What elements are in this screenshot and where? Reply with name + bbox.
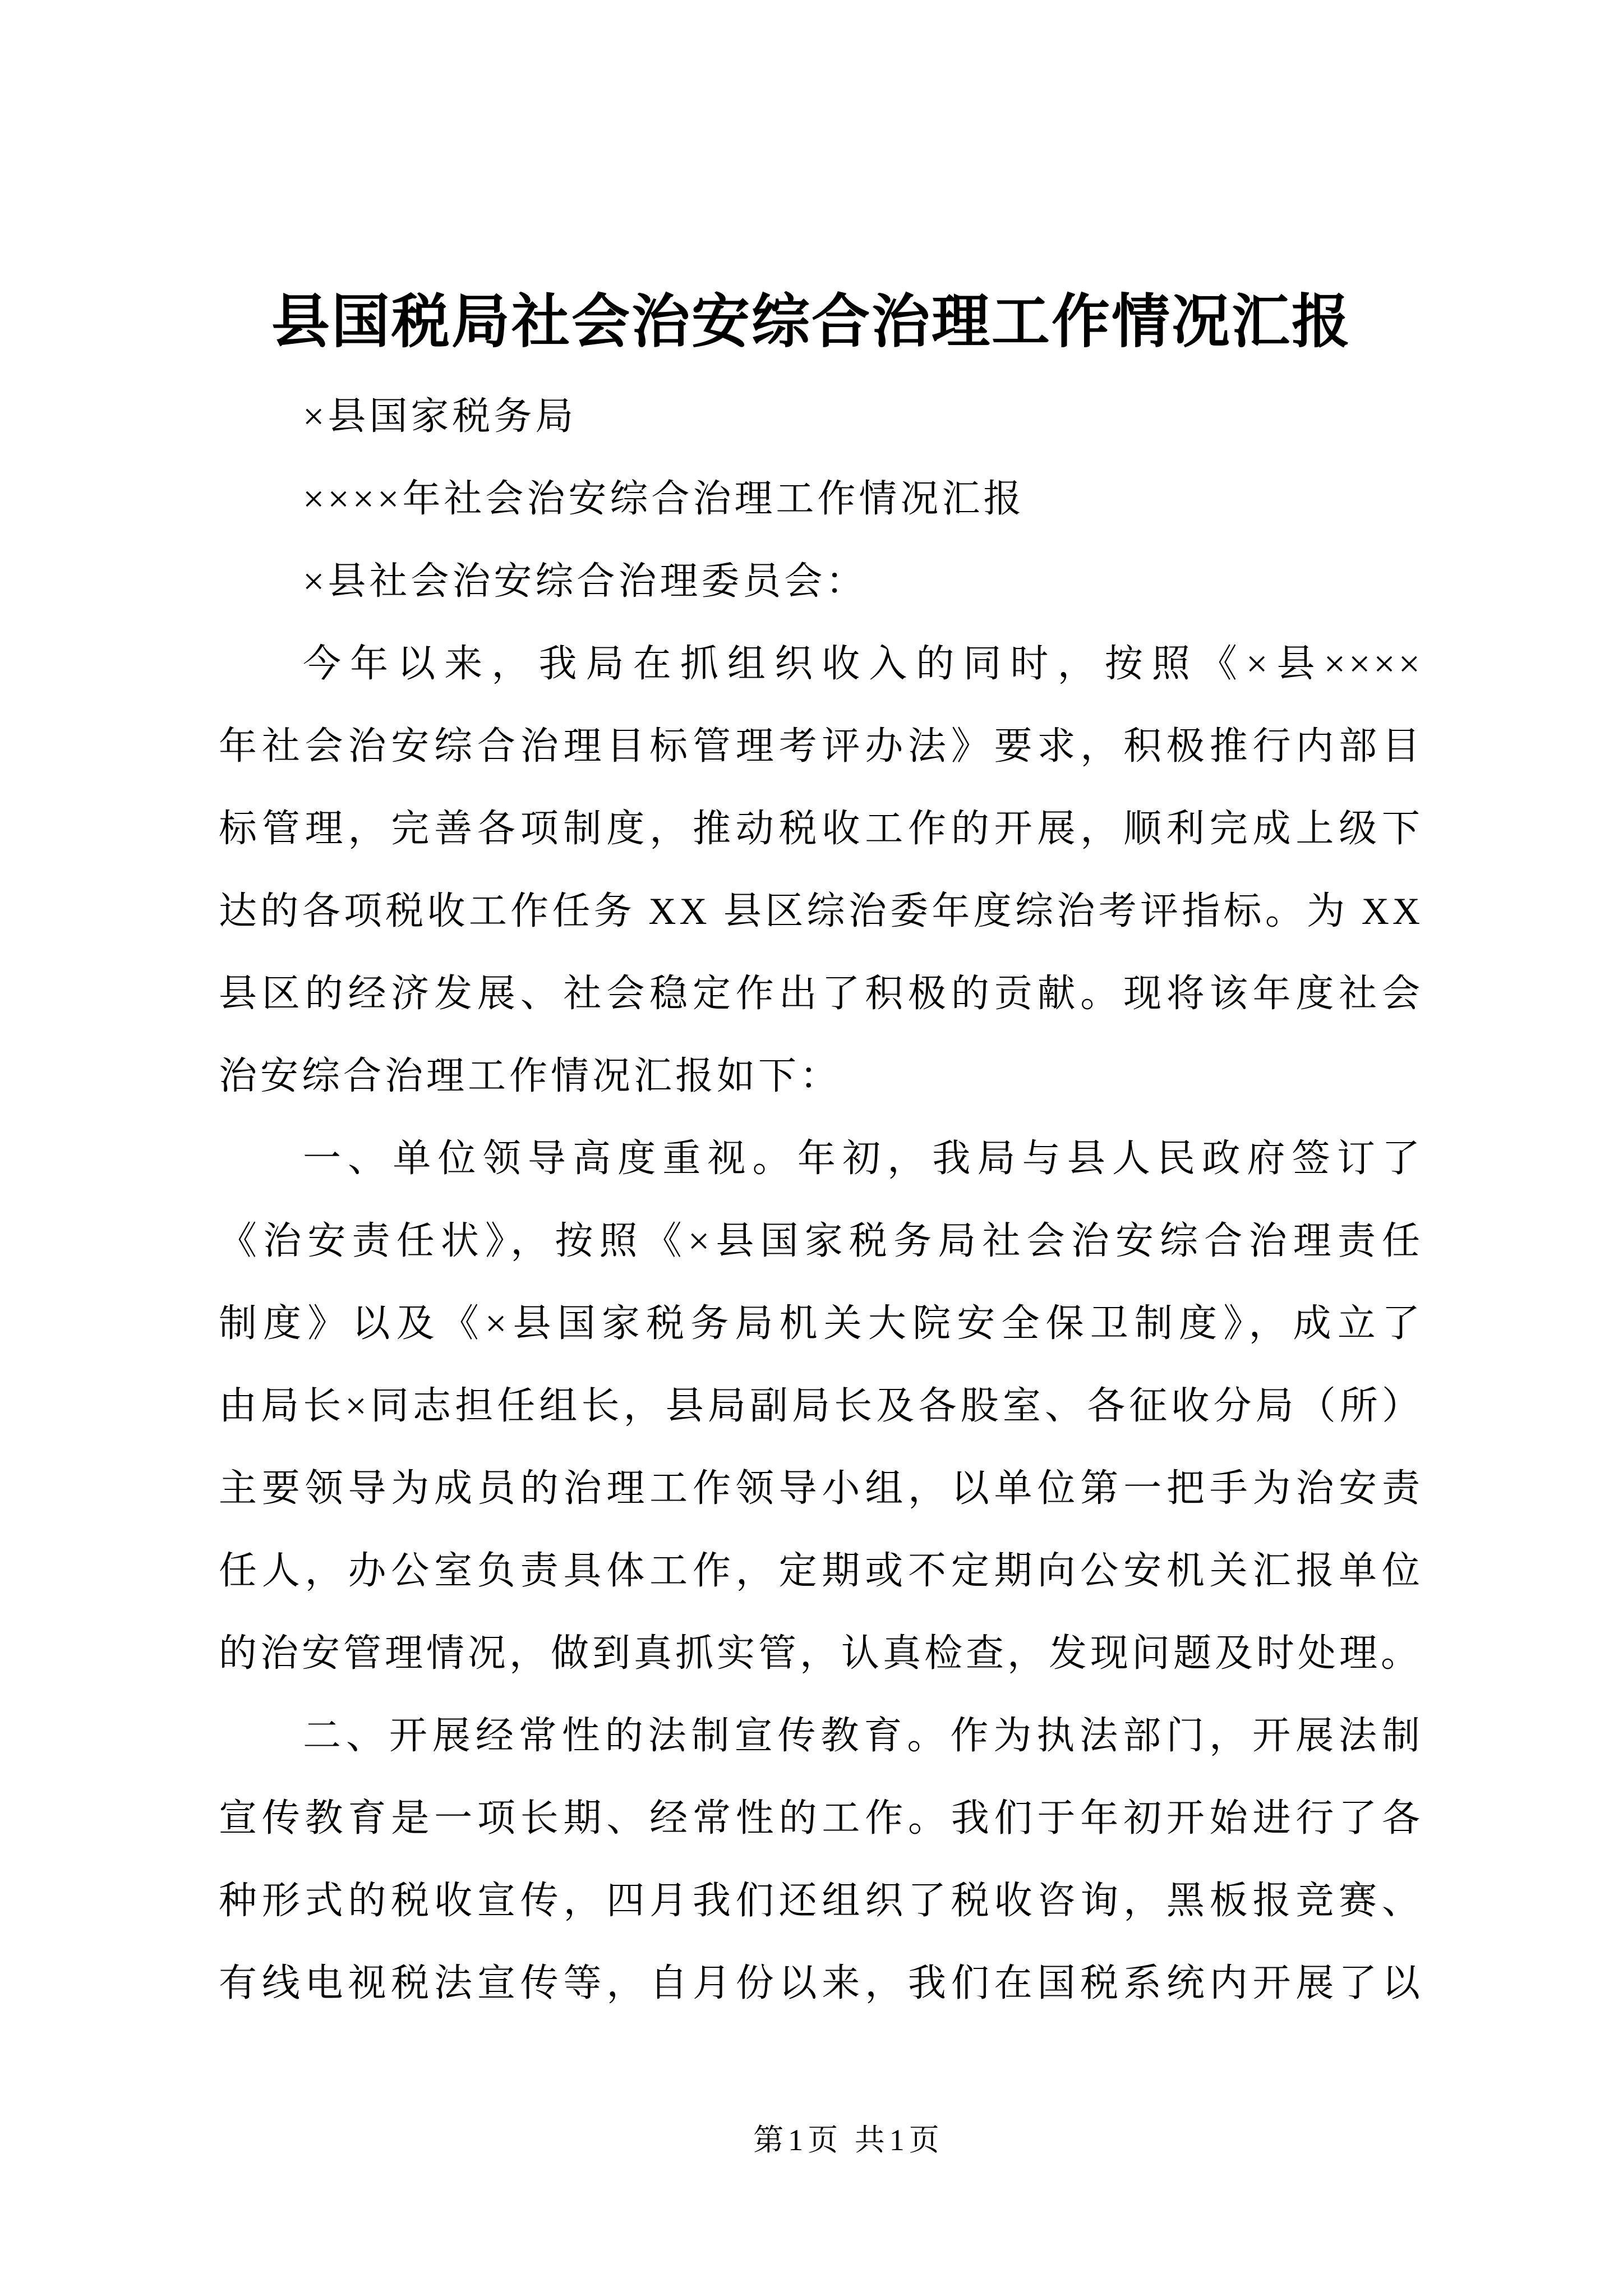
text-line: 有线电视税法宣传等，自月份以来，我们在国税系统内开展了以 (219, 1962, 1423, 2004)
text-line: 治安综合治理工作情况汇报如下： (219, 1055, 842, 1097)
text-line: 达的各项税收工作任务 XX 县区综治委年度综治考评指标。为 XX (219, 890, 1423, 932)
text-line: ×县国家税务局 (303, 395, 577, 438)
text-line: 的治安管理情况，做到真抓实管，认真检查，发现问题及时处理。 (219, 1632, 1423, 1674)
text-line: 宣传教育是一项长期、经常性的工作。我们于年初开始进行了各 (219, 1797, 1423, 1839)
text-line: 标管理，完善各项制度，推动税收工作的开展，顺利完成上级下 (219, 807, 1423, 850)
text-line: 由局长×同志担任组长，县局副局长及各股室、各征收分局（所） (219, 1384, 1423, 1427)
text-line: ××××年社会治安综合治理工作情况汇报 (303, 477, 1025, 520)
text-line: 今年以来，我局在抓组织收入的同时，按照《×县×××× (303, 642, 1423, 685)
page-title: 县国税局社会治安综合治理工作情况汇报 (271, 290, 1352, 355)
text-line: 县区的经济发展、社会稳定作出了积极的贡献。现将该年度社会 (219, 972, 1423, 1015)
page-footer: 第1页 共1页 (753, 2123, 944, 2157)
text-line: 主要领导为成员的治理工作领导小组，以单位第一把手为治安责 (219, 1467, 1423, 1510)
text-line: 年社会治安综合治理目标管理考评办法》要求，积极推行内部目 (219, 725, 1423, 767)
document-body (219, 375, 1423, 2024)
text-line: 制度》以及《×县国家税务局机关大院安全保卫制度》，成立了 (219, 1302, 1423, 1345)
text-line: 任人，办公室负责具体工作，定期或不定期向公安机关汇报单位 (219, 1549, 1423, 1592)
text-line: 《治安责任状》，按照《×县国家税务局社会治安综合治理责任 (219, 1220, 1423, 1262)
text-line: ×县社会治安综合治理委员会： (303, 560, 868, 602)
text-line: 一、单位领导高度重视。年初，我局与县人民政府签订了 (303, 1137, 1423, 1180)
text-line: 种形式的税收宣传，四月我们还组织了税收咨询，黑板报竞赛、 (219, 1879, 1423, 1922)
text-line: 二、开展经常性的法制宣传教育。作为执法部门，开展法制 (303, 1714, 1423, 1757)
